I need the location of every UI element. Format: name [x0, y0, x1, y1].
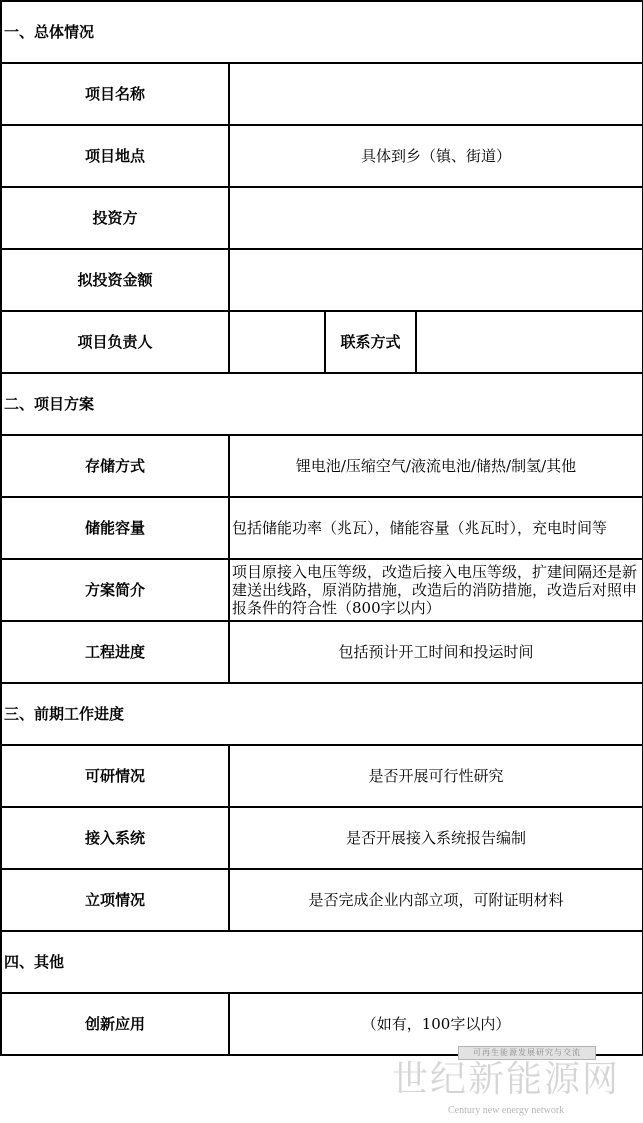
- grid-access-field[interactable]: 是否开展接入系统报告编制: [229, 807, 643, 869]
- feasibility-label: 可研情况: [1, 745, 229, 807]
- storage-capacity-field[interactable]: 包括储能功率（兆瓦），储能容量（兆瓦时），充电时间等: [229, 497, 643, 559]
- watermark-banner: 可再生能源发展研究与交流: [458, 1046, 596, 1060]
- plan-summary-label: 方案简介: [1, 559, 229, 621]
- section-row: [1, 931, 643, 993]
- storage-method-field[interactable]: 锂电池/压缩空气/液流电池/储热/制氢/其他: [229, 435, 643, 497]
- contact-field[interactable]: [416, 311, 643, 373]
- section-row: [1, 373, 643, 435]
- section-heading-overview: 一、总体情况: [1, 1, 643, 63]
- form-row: [1, 745, 643, 807]
- form-row: [1, 63, 643, 125]
- construction-progress-field[interactable]: 包括预计开工时间和投运时间: [229, 621, 643, 683]
- project-location-label: 项目地点: [1, 125, 229, 187]
- form-row: [1, 807, 643, 869]
- feasibility-field[interactable]: 是否开展可行性研究: [229, 745, 643, 807]
- form-row: [1, 621, 643, 683]
- section-heading-preliminary: 三、前期工作进度: [1, 683, 643, 745]
- storage-capacity-label: 储能容量: [1, 497, 229, 559]
- form-row: [1, 559, 643, 621]
- project-name-label: 项目名称: [1, 63, 229, 125]
- form-row: [1, 249, 643, 311]
- project-manager-field[interactable]: [229, 311, 325, 373]
- investor-label: 投资方: [1, 187, 229, 249]
- storage-method-label: 存储方式: [1, 435, 229, 497]
- investment-amount-field[interactable]: [229, 249, 643, 311]
- form-row: [1, 497, 643, 559]
- project-name-field[interactable]: [229, 63, 643, 125]
- watermark-logo: 世纪新能源网: [392, 1059, 621, 1100]
- investor-field[interactable]: [229, 187, 643, 249]
- innovation-label: 创新应用: [1, 993, 229, 1055]
- approval-status-label: 立项情况: [1, 869, 229, 931]
- grid-access-label: 接入系统: [1, 807, 229, 869]
- section-heading-other: 四、其他: [1, 931, 643, 993]
- approval-status-field[interactable]: 是否完成企业内部立项，可附证明材料: [229, 869, 643, 931]
- form-row: [1, 125, 643, 187]
- section-heading-plan: 二、项目方案: [1, 373, 643, 435]
- contact-label: 联系方式: [325, 311, 416, 373]
- form-row: [1, 311, 643, 373]
- form-row: [1, 869, 643, 931]
- investment-amount-label: 拟投资金额: [1, 249, 229, 311]
- innovation-field[interactable]: （如有，100字以内）: [229, 993, 643, 1055]
- form-row: [1, 187, 643, 249]
- plan-summary-field[interactable]: 项目原接入电压等级，改造后接入电压等级，扩建间隔还是新建送出线路，原消防措施，改造后的消防措施，改造后对照申报条件的符合性（800字以内）: [229, 559, 643, 621]
- form-row: [1, 435, 643, 497]
- construction-progress-label: 工程进度: [1, 621, 229, 683]
- project-manager-label: 项目负责人: [1, 311, 229, 373]
- section-row: [1, 1, 643, 63]
- watermark-subtitle: Century new energy network: [448, 1105, 565, 1116]
- project-location-field[interactable]: 具体到乡（镇、街道）: [229, 125, 643, 187]
- section-row: [1, 683, 643, 745]
